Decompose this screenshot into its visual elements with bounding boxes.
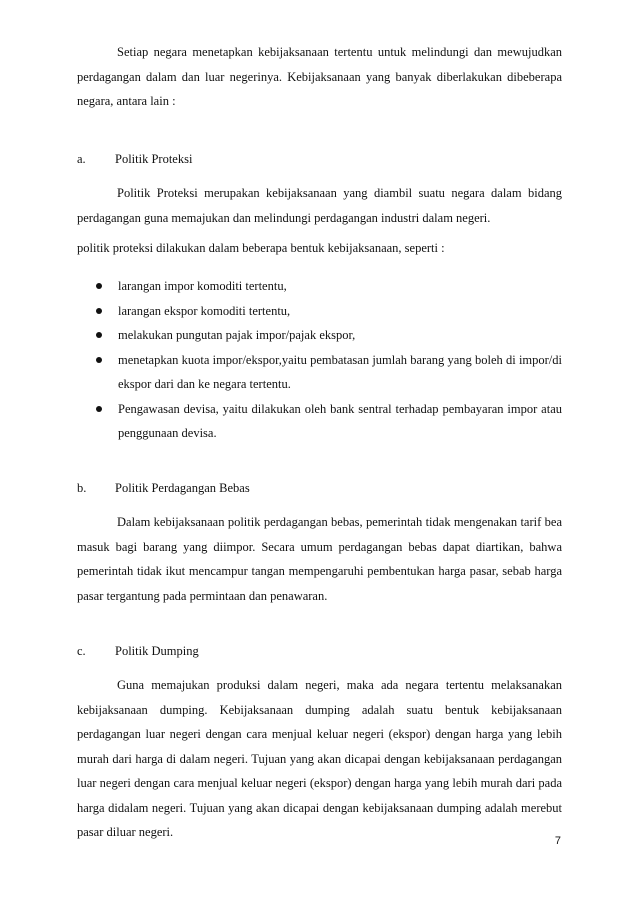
section-b-heading (77, 478, 250, 498)
intro-paragraph: Setiap negara menetapkan kebijaksanaan tertentu untuk melindungi dan mewujudkan perdagangan dalam dan luar negerinya. Kebijaksanaan yang banyak diberlakukan dibeberapa negara, antara lain : (77, 45, 562, 108)
section-a-bullet-list (77, 274, 562, 446)
list-item: larangan impor komoditi tertentu, (77, 274, 562, 299)
section-b-title: Politik Perdagangan Bebas (115, 481, 250, 495)
section-a-title: Politik Proteksi (115, 152, 193, 166)
page-number: 7 (554, 835, 561, 847)
bullet-icon (96, 406, 102, 412)
bullet-icon (96, 357, 102, 363)
section-c-body: Guna memajukan produksi dalam negeri, maka ada negara tertentu melaksanakan kebijaksanaan dumping. Kebijaksanaan dumping adalah suatu bentuk kebijaksanaan perdagangan luar negeri dengan cara menjual keluar negeri (ekspor) dengan harga yang lebih murah dari harga di dalam negeri. Tujuan yang akan dicapai dengan kebijaksanaan perdagangan luar negeri dengan cara menjual keluar negeri (ekspor) dengan harga yang lebih murah dari pada harga didalam negeri. Tujuan yang akan dicapai dengan kebijaksanaan dumping adalah merebut pasar diluar negeri. (77, 678, 562, 839)
list-item: Pengawasan devisa, yaitu dilakukan oleh bank sentral terhadap pembayaran impor atau penggunaan devisa. (77, 397, 562, 446)
section-c-title: Politik Dumping (115, 644, 199, 658)
section-c-heading (77, 641, 199, 661)
section-a-forms-intro: politik proteksi dilakukan dalam beberapa bentuk kebijaksanaan, seperti : (77, 241, 445, 255)
section-a-letter: a. (77, 152, 86, 166)
list-item: melakukan pungutan pajak impor/pajak ekspor, (77, 323, 562, 348)
section-a-heading (77, 149, 192, 169)
bullet-icon (96, 308, 102, 314)
section-b-letter: b. (77, 481, 87, 495)
section-a-body: Politik Proteksi merupakan kebijaksanaan yang diambil suatu negara dalam bidang perdagangan guna memajukan dan melindungi perdagangan industri dalam negeri. (77, 186, 562, 225)
bullet-icon (96, 332, 102, 338)
section-b-body: Dalam kebijaksanaan politik perdagangan bebas, pemerintah tidak mengenakan tarif bea masuk bagi barang yang diimpor. Secara umum perdagangan bebas dapat diartikan, bahwa pemerintah tidak ikut mencampur tangan mempengaruhi pembentukan harga pasar, sebab harga pasar tergantung pada permintaan dan penawaran. (77, 515, 562, 603)
list-item: menetapkan kuota impor/ekspor,yaitu pembatasan jumlah barang yang boleh di impor/di ekspor dari dan ke negara tertentu. (77, 348, 562, 397)
list-item: larangan ekspor komoditi tertentu, (77, 299, 562, 324)
section-c-letter: c. (77, 644, 86, 658)
bullet-icon (96, 283, 102, 289)
